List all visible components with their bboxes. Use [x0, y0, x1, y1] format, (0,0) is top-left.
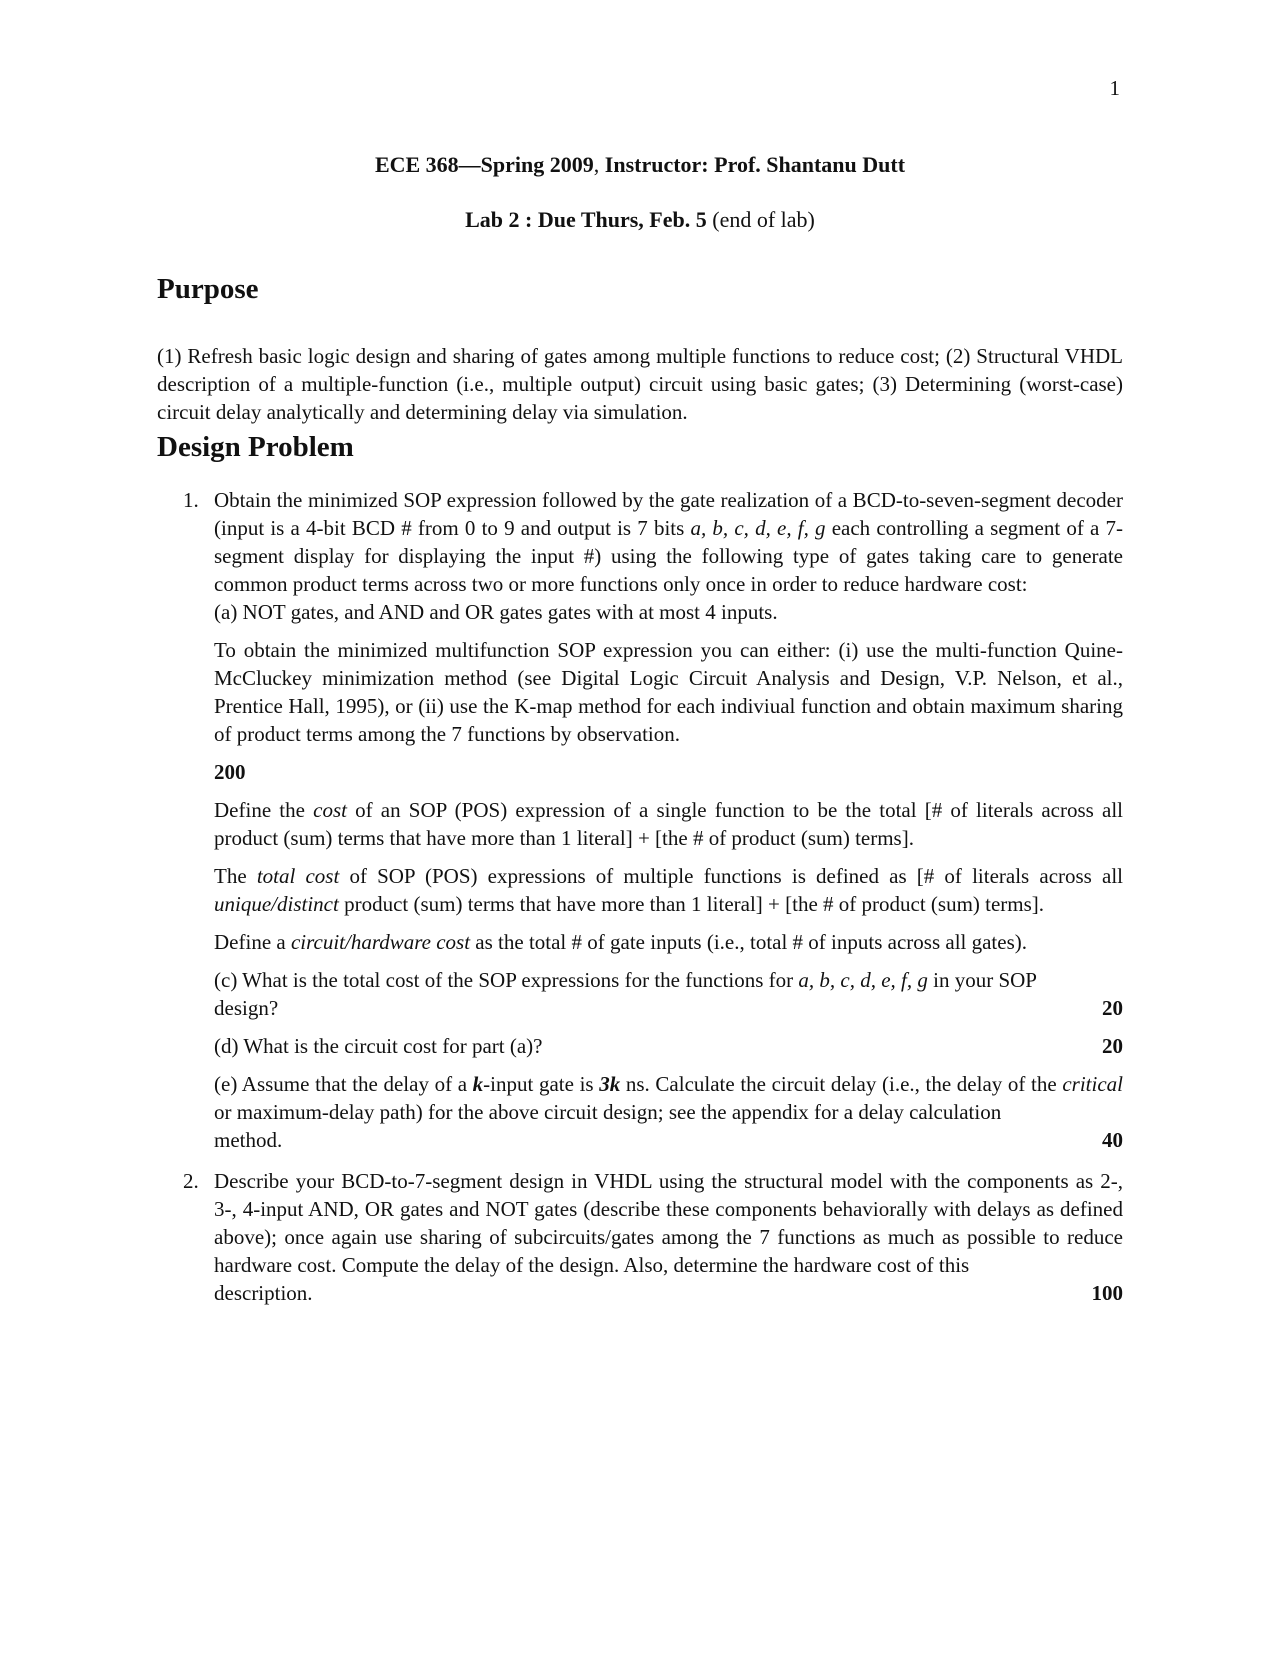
- part-e: [214, 1070, 1123, 1126]
- purpose-text: (1) Refresh basic logic design and sharing of gates among multiple functions to reduce cost; (2) Structural VHDL description of a multiple-function (i.e., multiple output) circuit using basic gates; (3) Determining (worst-case) circuit delay analytically and determining delay via simulation.: [157, 344, 1123, 424]
- circuit-cost-a: Define a: [214, 930, 291, 954]
- cost-def-a: Define the: [214, 798, 314, 822]
- part-e-text-c: ns. Calculate the circuit delay (i.e., the delay of the: [620, 1072, 1063, 1096]
- part-d-text: (d) What is the circuit cost for part (a)?: [214, 1034, 543, 1058]
- part-d: [214, 1032, 1123, 1060]
- part-c-text-b: in your SOP: [927, 968, 1037, 992]
- total-cost-a: The: [214, 864, 257, 888]
- total-cost-definition: [214, 862, 1123, 918]
- list-item-2: [157, 1167, 1123, 1307]
- list-item-body: [214, 1167, 1123, 1307]
- delay-3k: 3k: [599, 1072, 621, 1096]
- list-item-1: [157, 486, 1123, 1154]
- vhdl-task-points: 100: [1091, 1281, 1123, 1305]
- circuit-cost-term: circuit/hardware cost: [290, 930, 471, 954]
- page-number: 1: [1109, 76, 1120, 100]
- part-a: (a) NOT gates, and AND and OR gates gates with at most 4 inputs.: [214, 600, 778, 624]
- list-item-body: [214, 486, 1123, 1154]
- design-problem-heading: Design Problem: [157, 431, 354, 463]
- part-c-variables: a, b, c, d, e, f, g: [798, 968, 928, 992]
- points-200: 200: [214, 760, 246, 784]
- part-e-text-b: -input gate is: [483, 1072, 600, 1096]
- problem-statement: [214, 486, 1123, 598]
- list-item-number: 2.: [183, 1169, 199, 1193]
- part-e-points: 40: [1102, 1128, 1123, 1152]
- lab-title: Lab 2 : Due Thurs, Feb. 5: [465, 207, 707, 232]
- part-e-text-e: method.: [214, 1128, 283, 1152]
- total-cost-term: total cost: [256, 864, 340, 888]
- instructor-name: Instructor: Prof. Shantanu Dutt: [604, 152, 906, 177]
- part-e-last-line: [214, 1126, 1123, 1154]
- total-cost-c: product (sum) terms that have more than 1 literal] + [the # of product (sum) terms].: [338, 892, 1045, 916]
- lab-header: [0, 207, 1280, 233]
- part-d-points: 20: [1102, 1034, 1123, 1058]
- part-c-last-line: [214, 994, 1123, 1022]
- vhdl-task-last-line: [214, 1279, 1123, 1307]
- vhdl-task-text-end: description.: [214, 1281, 313, 1305]
- part-c-text-a: (c) What is the total cost of the SOP expressions for the functions for: [214, 968, 799, 992]
- part-c-points: 20: [1102, 996, 1123, 1020]
- circuit-cost-b: as the total # of gate inputs (i.e., total # of inputs across all gates).: [470, 930, 1027, 954]
- circuit-cost-definition: [214, 928, 1123, 956]
- problem-text-a: Obtain the minimized SOP expression followed by the gate realization of a BCD-to-seven-segment decoder (input is a 4-bit BCD # from 0 to 9 and output is 7 bits: [214, 488, 1123, 540]
- header-separator: ,: [593, 152, 605, 177]
- total-cost-b: of SOP (POS) expressions of multiple functions is defined as [# of literals across all: [339, 864, 1123, 888]
- output-variables: a, b, c, d, e, f, g: [690, 516, 826, 540]
- course-header: [0, 152, 1280, 178]
- list-item-number: 1.: [183, 488, 199, 512]
- part-c-text-c: design?: [214, 996, 279, 1020]
- part-e-text-a: (e) Assume that the delay of a: [214, 1072, 473, 1096]
- cost-def-b: of an SOP (POS) expression of a single function to be the total [# of literals across all product (sum) terms that have more than 1 literal] + [the # of product (sum) terms].: [214, 798, 1123, 850]
- purpose-heading: Purpose: [157, 273, 259, 305]
- cost-definition: [214, 796, 1123, 852]
- part-e-text-d: or maximum-delay path) for the above circuit design; see the appendix for a delay calculation: [214, 1100, 1002, 1124]
- lab-note: (end of lab): [706, 207, 815, 232]
- part-c: [214, 966, 1123, 994]
- unique-distinct-term: unique/distinct: [214, 892, 339, 916]
- minimization-note: To obtain the minimized multifunction SOP expression you can either: (i) use the multi-function Quine-McCluckey minimization method (see Digital Logic Circuit Analysis and Design, V.P. Nelson, et al., Prentice Hall, 1995), or (ii) use the K-map method for each indiviual function and obtain maximum sharing of product terms among the 7 functions by observation.: [214, 638, 1123, 746]
- course-title: ECE 368—Spring 2009: [374, 152, 594, 177]
- k-variable: k: [472, 1072, 484, 1096]
- cost-term: cost: [313, 798, 347, 822]
- vhdl-task-text: Describe your BCD-to-7-segment design in VHDL using the structural model with the components as 2-, 3-, 4-input AND, OR gates and NOT gates (describe these components behaviorally with delays as defined above); once again use sharing of subcircuits/gates among the 7 functions as much as possible to reduce hardware cost. Compute the delay of the design. Also, determine the hardware cost of this: [214, 1169, 1123, 1277]
- problem-text-b: each controlling a segment of a 7-segment display for displaying the input #) using the following type of gates taking care to generate common product terms across two or more functions only once in order to reduce hardware cost:: [214, 516, 1123, 596]
- critical-term: critical: [1062, 1072, 1123, 1096]
